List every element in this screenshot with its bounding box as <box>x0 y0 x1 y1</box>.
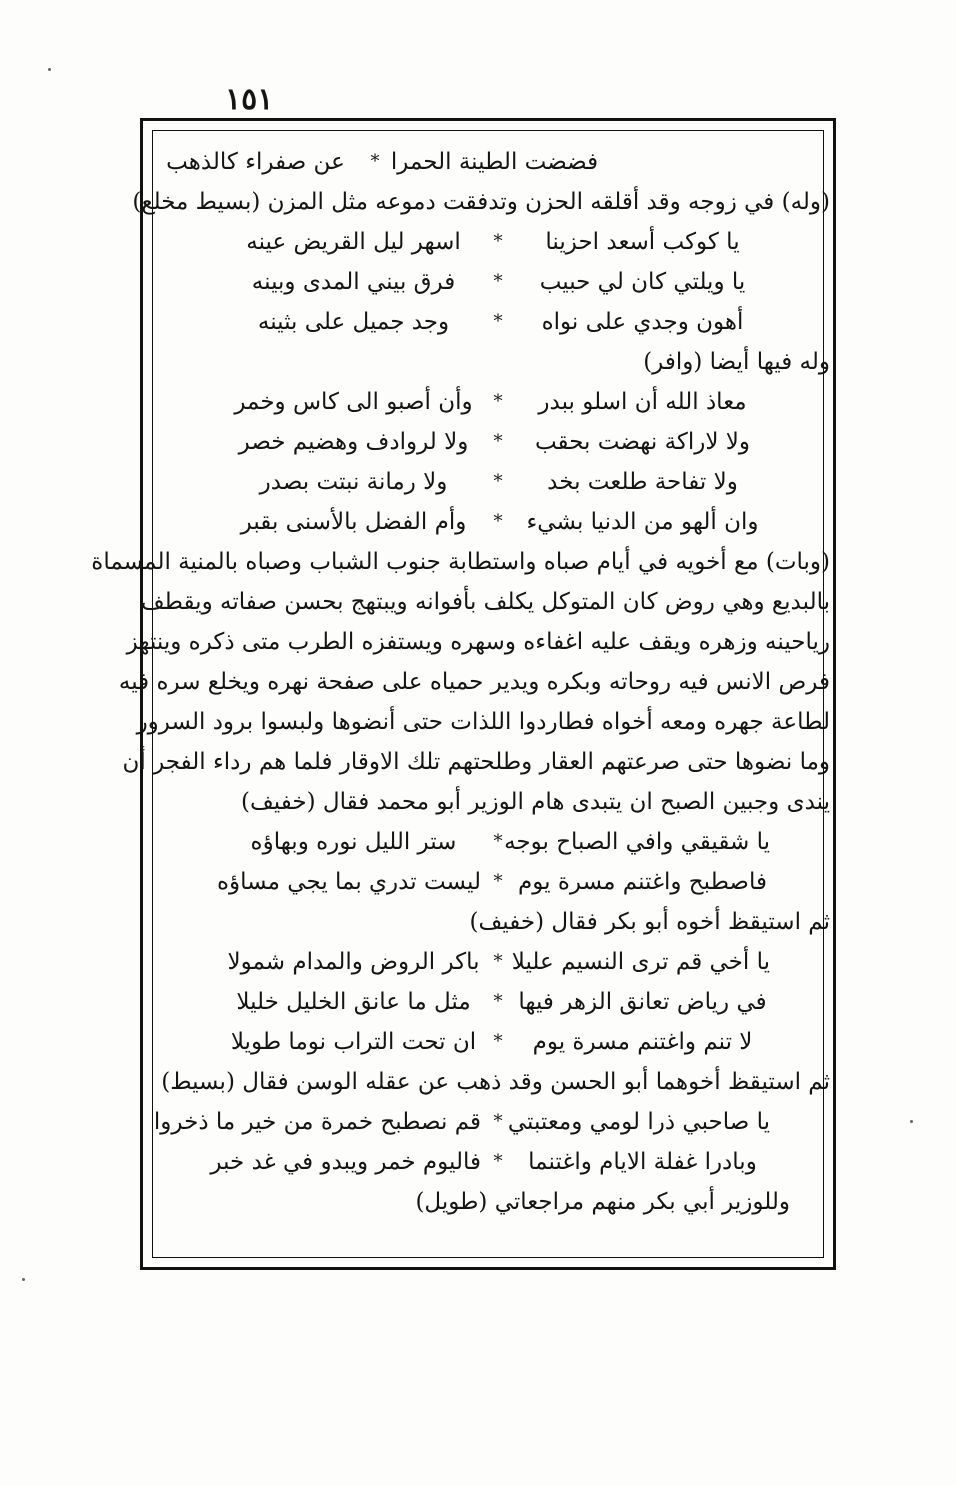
verse-separator: * <box>493 1111 503 1132</box>
poem <box>150 1102 830 1182</box>
verse-separator: * <box>370 151 380 172</box>
verse-hemistich: يا كوكب أسعد احزينا <box>545 229 740 255</box>
verse-hemistich: يا ويلتي كان لي حبيب <box>539 269 746 295</box>
poem-heading: ثم استيقظ أخوه أبو بكر فقال (خفيف) <box>469 909 830 935</box>
closing-line: وللوزير أبي بكر منهم مراجعاتي (طويل) <box>415 1189 790 1215</box>
poem <box>150 382 830 542</box>
verse-hemistich: لا تنم واغتنم مسرة يوم <box>532 1029 753 1055</box>
verse-hemistich: فاصطبح واغتنم مسرة يوم <box>518 869 767 895</box>
verse-hemistich: وجد جميل على بثينه <box>257 309 450 335</box>
verse-hemistich: قم نصطبح خمرة من خير ما ذخروا <box>153 1109 481 1135</box>
verse-separator: * <box>493 951 503 972</box>
verse-hemistich: عن صفراء كالذهب <box>166 149 345 175</box>
verse-hemistich: معاذ الله أن اسلو ببدر <box>538 389 747 415</box>
verse-hemistich: فضضت الطينة الحمرا <box>390 149 599 175</box>
verse-hemistich: اسهر ليل القريض عينه <box>246 229 461 255</box>
poem-heading: ثم استيقظ أخوهما أبو الحسن وقد ذهب عن عقله الوسن فقال (بسيط) <box>161 1069 830 1095</box>
verse-line <box>150 862 830 902</box>
verse-hemistich: باكر الروض والمدام شمولا <box>227 949 480 975</box>
prose-line: فرص الانس فيه روحاته وبكره ويدير حمياه على صفحة نهره ويخلع سره فيه <box>118 669 830 695</box>
poem-heading: (وله) في زوجه وقد أقلقه الحزن وتدفقت دموعه مثل المزن (بسيط مخلع) <box>132 189 830 215</box>
verse-hemistich: في رياض تعانق الزهر فيها <box>518 989 767 1015</box>
verse-separator: * <box>493 471 503 492</box>
prose-line: لطاعة جهره ومعه أخواه فطاردوا اللذات حتى أنضوها ولبسوا برود السرور <box>136 709 830 735</box>
poem <box>150 222 830 342</box>
verse-hemistich: فاليوم خمر ويبدو في غد خبر <box>210 1149 481 1175</box>
verse-line <box>150 1022 830 1062</box>
prose-line: (وبات) مع أخويه في أيام صباه واستطابة جنوب الشباب وصباه بالمنية المسماة <box>91 549 830 575</box>
poem <box>150 942 830 1062</box>
verse-separator: * <box>493 991 503 1012</box>
verse-hemistich: ولا لروادف وهضيم خصر <box>238 429 469 455</box>
verse-line <box>150 942 830 982</box>
verse-separator: * <box>493 871 503 892</box>
verse-line <box>150 982 830 1022</box>
verse-hemistich: وان ألهو من الدنيا بشيء <box>526 509 759 535</box>
verse-hemistich: ان تحت التراب نوما طويلا <box>230 1029 477 1055</box>
scan-speck <box>22 1278 25 1281</box>
prose-line: بالبديع وهي روض كان المتوكل يكلف بأفوانه ويبتهج بحسن صفاته ويقطف <box>140 589 830 615</box>
verse-line <box>150 502 830 542</box>
verse-separator: * <box>493 831 503 852</box>
verse-separator: * <box>493 431 503 452</box>
verse-hemistich: ليست تدري بما يجي مساؤه <box>216 869 481 895</box>
verse-separator: * <box>493 511 503 532</box>
verse-hemistich: ولا تفاحة طلعت بخد <box>547 469 738 495</box>
verse-line <box>150 422 830 462</box>
verse-separator: * <box>493 1151 503 1172</box>
verse-hemistich: مثل ما عانق الخليل خليلا <box>236 989 471 1015</box>
poem-heading: وله فيها أيضا (وافر) <box>643 349 830 375</box>
prose-paragraph <box>91 542 830 822</box>
verse-hemistich: ولا لاراكة نهضت بحقب <box>534 429 751 455</box>
page-number: ١٥١ <box>225 82 274 117</box>
scan-speck <box>910 1120 913 1123</box>
verse-line <box>150 262 830 302</box>
verse-hemistich: أهون وجدي على نواه <box>541 309 744 335</box>
verse-hemistich: ستر الليل نوره وبهاؤه <box>250 829 457 855</box>
verse-separator: * <box>493 231 503 252</box>
verse-line <box>150 222 830 262</box>
verse-line <box>150 142 830 182</box>
verse-line <box>150 382 830 422</box>
verse-hemistich: فرق بيني المدى وبينه <box>251 269 456 295</box>
page-text <box>91 142 830 1222</box>
verse-hemistich: يا أخي قم ترى النسيم عليلا <box>511 949 770 975</box>
verse-separator: * <box>493 391 503 412</box>
verse-line <box>150 1142 830 1182</box>
verse-hemistich: يا شقيقي وافي الصباح بوجه <box>504 829 770 855</box>
verse-separator: * <box>493 311 503 332</box>
verse-hemistich: يا صاحبي ذرا لومي ومعتبتي <box>507 1109 770 1135</box>
verse-hemistich: ولا رمانة نبتت بصدر <box>259 469 448 495</box>
verse-line <box>150 462 830 502</box>
verse-hemistich: وأم الفضل بالأسنى بقبر <box>240 509 467 535</box>
verse-line <box>150 1102 830 1142</box>
verse-line <box>150 822 830 862</box>
verse-line <box>150 302 830 342</box>
prose-line: وما نضوها حتى صرعتهم العقار وطلحتهم تلك الاوقار فلما هم رداء الفجر أن <box>122 749 830 775</box>
verse-hemistich: وبادرا غفلة الايام واغتنما <box>528 1149 757 1175</box>
scan-speck <box>48 68 51 71</box>
prose-line: يندى وجبين الصبح ان يتبدى هام الوزير أبو محمد فقال (خفيف) <box>241 789 830 815</box>
prose-line: رياحينه وزهره ويقف عليه اغفاءه وسهره ويستفزه الطرب متى ذكره وينتهز <box>126 629 830 655</box>
poem <box>150 822 830 902</box>
verse-separator: * <box>493 1031 503 1052</box>
verse-separator: * <box>493 271 503 292</box>
verse-hemistich: وأن أصبو الى كاس وخمر <box>234 389 473 415</box>
